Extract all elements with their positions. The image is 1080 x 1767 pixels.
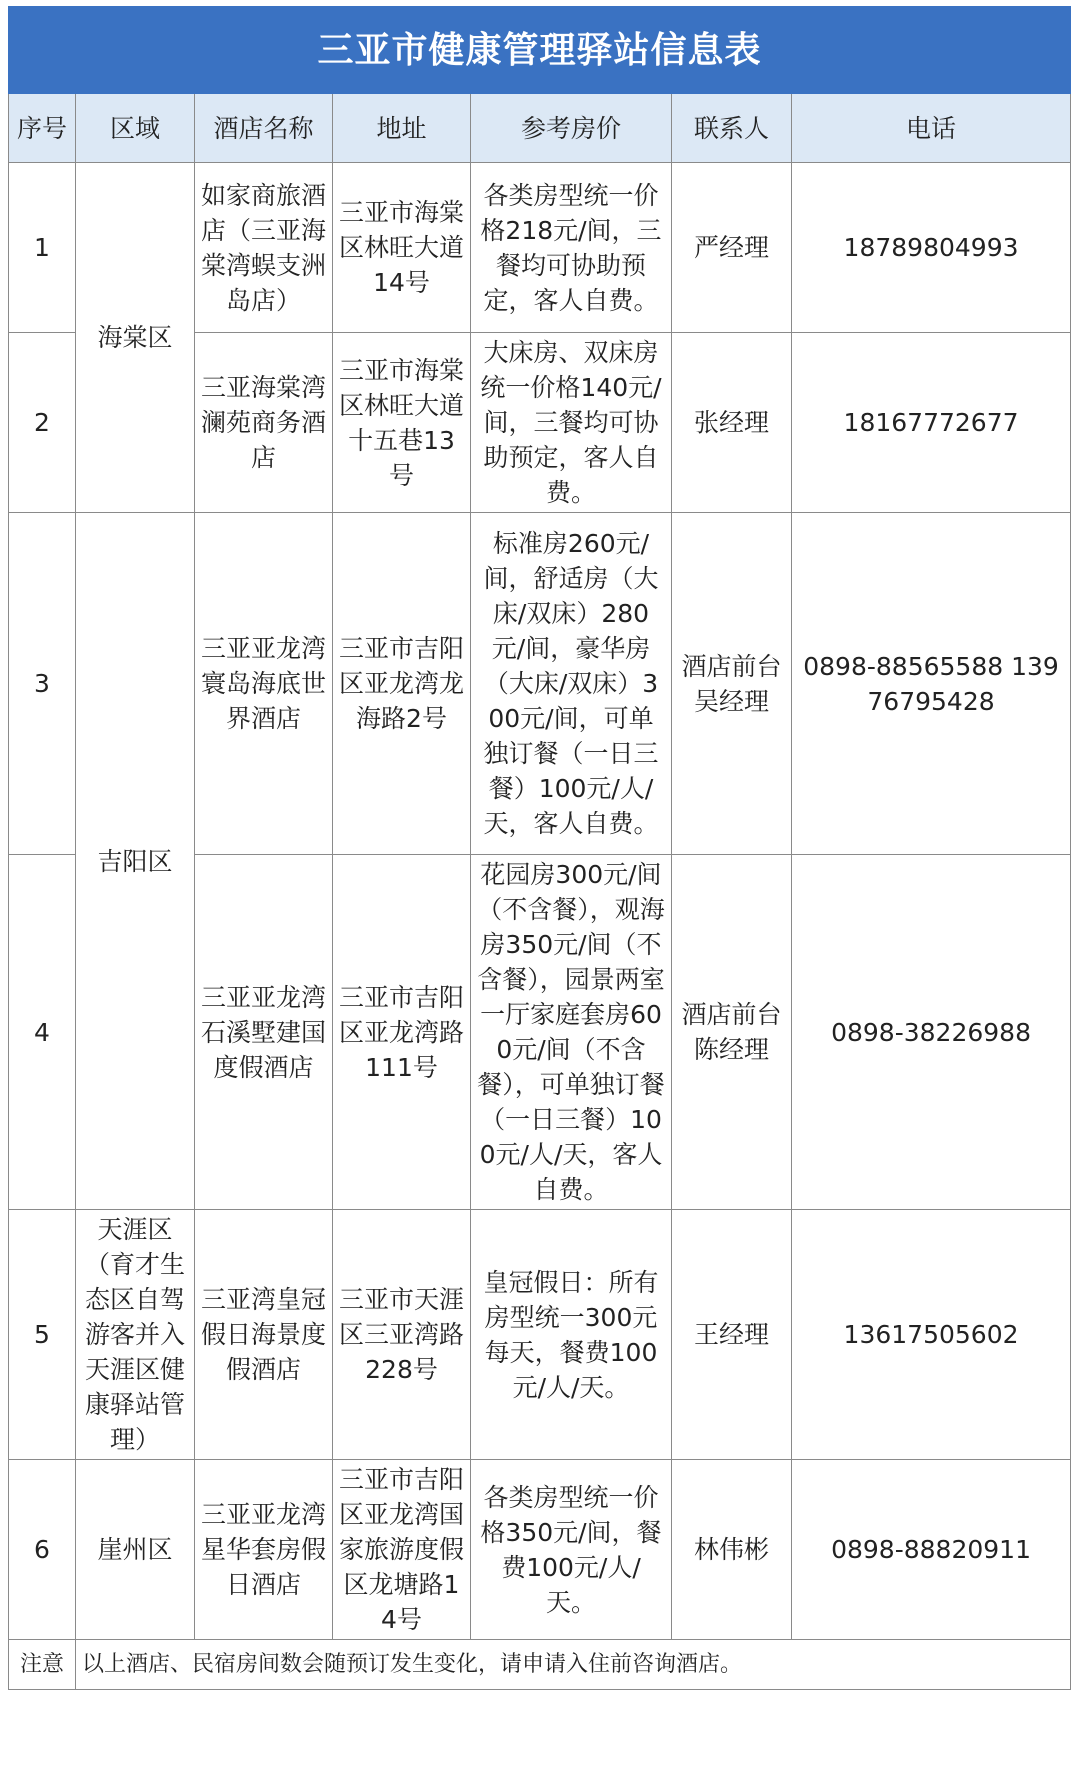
region-cell: 崖州区 bbox=[76, 1460, 195, 1640]
hotel-address: 三亚市吉阳区亚龙湾龙海路2号 bbox=[333, 513, 471, 855]
room-price: 各类房型统一价格218元/间，三餐均可协助预定，客人自费。 bbox=[471, 163, 672, 333]
hotel-address: 三亚市海棠区林旺大道十五巷13号 bbox=[333, 333, 471, 513]
row-no: 5 bbox=[9, 1210, 76, 1460]
phone-number: 18789804993 bbox=[792, 163, 1071, 333]
phone-number: 18167772677 bbox=[792, 333, 1071, 513]
note-row bbox=[9, 1640, 1071, 1690]
hotel-name: 三亚亚龙湾星华套房假日酒店 bbox=[195, 1460, 333, 1640]
row-no: 4 bbox=[9, 855, 76, 1210]
row-no: 1 bbox=[9, 163, 76, 333]
phone-number: 0898-38226988 bbox=[792, 855, 1071, 1210]
phone-number: 0898-88820911 bbox=[792, 1460, 1071, 1640]
hotel-name: 三亚亚龙湾寰岛海底世界酒店 bbox=[195, 513, 333, 855]
table-row bbox=[9, 1210, 1071, 1460]
room-price: 各类房型统一价格350元/间，餐费100元/人/天。 bbox=[471, 1460, 672, 1640]
hotel-address: 三亚市吉阳区亚龙湾路111号 bbox=[333, 855, 471, 1210]
row-no: 2 bbox=[9, 333, 76, 513]
table-title: 三亚市健康管理驿站信息表 bbox=[9, 7, 1071, 94]
header-row bbox=[9, 94, 1071, 163]
info-table-container bbox=[8, 6, 1070, 1690]
room-price: 大床房、双床房统一价格140元/间，三餐均可协助预定，客人自费。 bbox=[471, 333, 672, 513]
contact-person: 林伟彬 bbox=[672, 1460, 792, 1640]
header-phone: 电话 bbox=[792, 94, 1071, 163]
table-row bbox=[9, 163, 1071, 333]
header-contact: 联系人 bbox=[672, 94, 792, 163]
contact-person: 王经理 bbox=[672, 1210, 792, 1460]
room-price: 花园房300元/间（不含餐），观海房350元/间（不含餐），园景两室一厅家庭套房600元/间（不含餐），可单独订餐（一日三餐）100元/人/天，客人自费。 bbox=[471, 855, 672, 1210]
row-no: 3 bbox=[9, 513, 76, 855]
contact-person: 张经理 bbox=[672, 333, 792, 513]
room-price: 标准房260元/间，舒适房（大床/双床）280元/间，豪华房（大床/双床）300元/间，可单独订餐（一日三餐）100元/人/天，客人自费。 bbox=[471, 513, 672, 855]
hotel-name: 三亚海棠湾澜苑商务酒店 bbox=[195, 333, 333, 513]
hotel-name: 三亚亚龙湾石溪墅建国度假酒店 bbox=[195, 855, 333, 1210]
header-region: 区域 bbox=[76, 94, 195, 163]
phone-number: 0898-88565588 13976795428 bbox=[792, 513, 1071, 855]
contact-person: 酒店前台陈经理 bbox=[672, 855, 792, 1210]
header-price: 参考房价 bbox=[471, 94, 672, 163]
hotel-address: 三亚市吉阳区亚龙湾国家旅游度假区龙塘路14号 bbox=[333, 1460, 471, 1640]
hotel-address: 三亚市海棠区林旺大道14号 bbox=[333, 163, 471, 333]
hotel-address: 三亚市天涯区三亚湾路228号 bbox=[333, 1210, 471, 1460]
phone-number: 13617505602 bbox=[792, 1210, 1071, 1460]
contact-person: 严经理 bbox=[672, 163, 792, 333]
header-address: 地址 bbox=[333, 94, 471, 163]
note-text: 以上酒店、民宿房间数会随预订发生变化，请申请入住前咨询酒店。 bbox=[76, 1640, 1071, 1690]
hotel-name: 三亚湾皇冠假日海景度假酒店 bbox=[195, 1210, 333, 1460]
contact-person: 酒店前台吴经理 bbox=[672, 513, 792, 855]
region-cell: 天涯区（育才生态区自驾游客并入天涯区健康驿站管理） bbox=[76, 1210, 195, 1460]
room-price: 皇冠假日：所有房型统一300元每天，餐费100元/人/天。 bbox=[471, 1210, 672, 1460]
region-cell: 吉阳区 bbox=[76, 513, 195, 1210]
table-row bbox=[9, 513, 1071, 855]
region-cell: 海棠区 bbox=[76, 163, 195, 513]
table-row bbox=[9, 1460, 1071, 1640]
row-no: 6 bbox=[9, 1460, 76, 1640]
note-label: 注意 bbox=[9, 1640, 76, 1690]
header-hotel: 酒店名称 bbox=[195, 94, 333, 163]
header-no: 序号 bbox=[9, 94, 76, 163]
health-station-table bbox=[8, 6, 1071, 1690]
hotel-name: 如家商旅酒店（三亚海棠湾蜈支洲岛店） bbox=[195, 163, 333, 333]
